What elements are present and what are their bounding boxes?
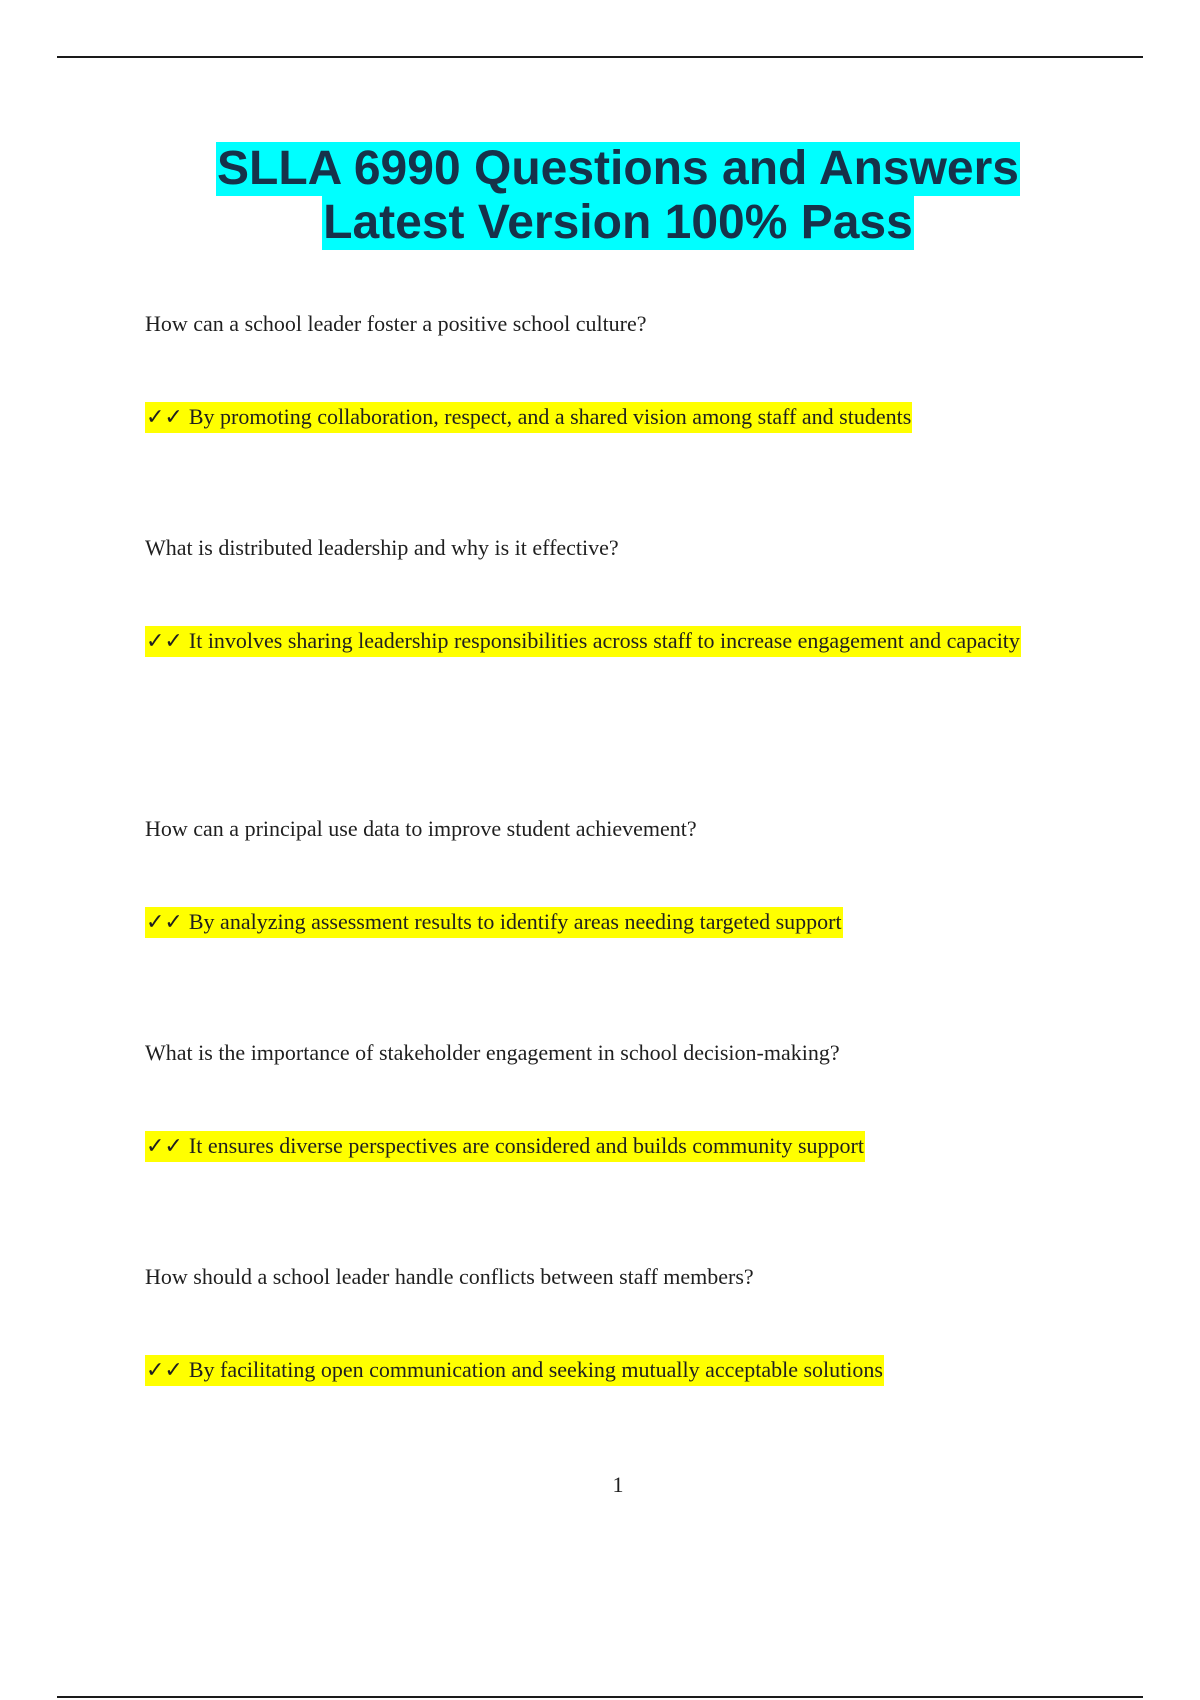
check-icon: ✓✓ <box>146 405 183 430</box>
answer-label: It involves sharing leadership responsibilities across staff to increase engagement and capacity <box>188 628 1020 653</box>
question-text: What is distributed leadership and why is it effective? <box>145 535 619 560</box>
answer-label: By promoting collaboration, respect, and a shared vision among staff and students <box>188 404 912 429</box>
answer-label: By analyzing assessment results to identify areas needing targeted support <box>188 909 842 934</box>
qa-item-4 <box>145 1038 1045 1177</box>
answer-label: It ensures diverse perspectives are considered and builds community support <box>188 1133 864 1158</box>
title-line-1: SLLA 6990 Questions and Answers <box>216 142 1019 195</box>
answer-label: By facilitating open communication and seeking mutually acceptable solutions <box>188 1357 883 1382</box>
check-icon: ✓✓ <box>146 629 183 654</box>
document-title <box>0 142 1200 250</box>
page-number: 1 <box>612 1472 624 1497</box>
qa-item-2 <box>145 533 1045 672</box>
check-icon: ✓✓ <box>146 1134 183 1159</box>
qa-item-3 <box>145 814 1045 953</box>
answer-text <box>145 610 1025 672</box>
answer-text <box>145 386 1025 448</box>
header-rule <box>57 56 1143 58</box>
question-text: How should a school leader handle conflicts between staff members? <box>145 1264 754 1289</box>
question-text: How can a principal use data to improve student achievement? <box>145 816 697 841</box>
check-icon: ✓✓ <box>146 910 183 935</box>
question-text: What is the importance of stakeholder engagement in school decision-making? <box>145 1040 840 1065</box>
answer-text <box>145 891 1025 953</box>
question-text: How can a school leader foster a positive school culture? <box>145 311 647 336</box>
qa-item-1 <box>145 309 1045 448</box>
qa-item-5 <box>145 1262 1045 1401</box>
footer-rule <box>57 1696 1143 1698</box>
answer-text <box>145 1339 1025 1401</box>
title-line-2: Latest Version 100% Pass <box>323 196 913 249</box>
answer-text <box>145 1115 1025 1177</box>
check-icon: ✓✓ <box>146 1358 183 1383</box>
